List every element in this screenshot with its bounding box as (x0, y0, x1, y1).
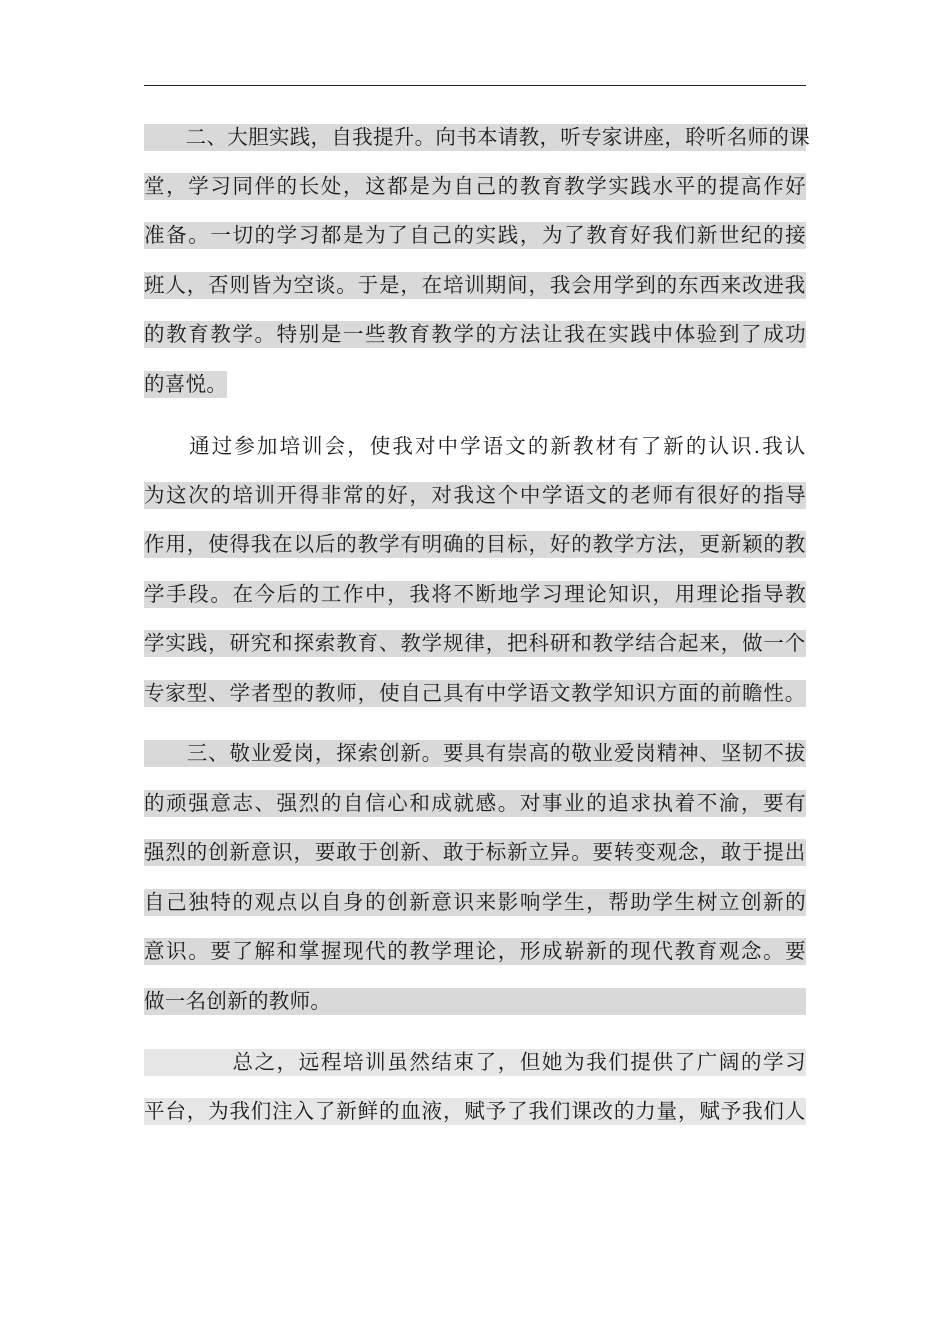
p2-line-3: 作 用 ， 使 得 我 在 以 后 的 教 学 有 明 确 的 目 标 ， 好 的 教 学 方 法 ， 更 新 颖 的 教 (144, 532, 806, 556)
p2-line-6: 专 家 型 、 学 者 型 的 教 师 ， 使 自 己 具 有 中 学 语 文 教 学 知 识 方 面 的 前 瞻 性 。 (144, 681, 806, 705)
p1-line-4: 班 人 ， 否 则 皆 为 空 谈 。 于 是 ， 在 培 训 期 间 ， 我 会 用 学 到 的 东 西 来 改 进 我 (144, 273, 806, 297)
p3-line-3: 强 烈 的 创 新 意 识 ， 要 敢 于 创 新 、 敢 于 标 新 立 异 。 要 转 变 观 念 ， 敢 于 提 出 (144, 840, 806, 864)
p3-line-5: 意 识 。 要 了 解 和 掌 握 现 代 的 教 学 理 论 ， 形 成 崭 新 的 现 代 教 育 观 念 。 要 (144, 939, 806, 963)
p2-line-4: 学 手 段 。 在 今 后 的 工 作 中 ， 我 将 不 断 地 学 习 理 论 知 识 ， 用 理 论 指 导 教 (144, 582, 806, 606)
p3-line-6: 做一名创新的教师。 (144, 988, 806, 1015)
p2-line-1: 通 过 参 加 培 训 会 ， 使 我 对 中 学 语 文 的 新 教 材 有 了 新 的 认 识 . 我 认 (189, 434, 806, 458)
p3-line-2: 的 顽 强 意 志 、 强 烈 的 自 信 心 和 成 就 感 。 对 事 业 的 追 求 执 着 不 渝 ， 要 有 (144, 791, 806, 815)
p2-line-5: 学 实 践 ， 研 究 和 探 索 教 育 、 教 学 规 律 ， 把 科 研 和 教 学 结 合 起 来 ， 做 一 个 (144, 631, 806, 655)
p1-line-2: 堂 ， 学 习 同 伴 的 长 处 ， 这 都 是 为 自 己 的 教 育 教 学 实 践 水 平 的 提 高 作 好 (144, 174, 806, 198)
p1-line-6: 的喜悦。 (144, 372, 228, 396)
p1-line-5: 的 教 育 教 学 。 特 别 是 一 些 教 育 教 学 的 方 法 让 我 在 实 践 中 体 验 到 了 成 功 (144, 322, 806, 346)
p1-line-3: 准 备 。 一 切 的 学 习 都 是 为 了 自 己 的 实 践 ， 为 了 教 育 好 我 们 新 世 纪 的 接 (144, 223, 806, 247)
p2-line-2: 为 这 次 的 培 训 开 得 非 常 的 好 ， 对 我 这 个 中 学 语 文 的 老 师 有 很 好 的 指 导 (144, 483, 806, 507)
p3-line-4: 自 己 独 特 的 观 点 以 自 身 的 创 新 意 识 来 影 响 学 生 ， 帮 助 学 生 树 立 创 新 的 (144, 890, 806, 914)
p4-line-2: 平 台 ， 为 我 们 注 入 了 新 鲜 的 血 液 ， 赋 予 了 我 们 课 改 的 力 量 ， 赋 予 我 们 人 (144, 1099, 806, 1123)
p4-line-1: 总 之 ， 远 程 培 训 虽 然 结 束 了 ， 但 她 为 我 们 提 供 了 广 阔 的 学 习 (144, 1049, 806, 1076)
header-rule (144, 85, 806, 86)
p3-line-1: 三 、 敬 业 爱 岗 ， 探 索 创 新 。 要 具 有 崇 高 的 敬 业 爱 岗 精 神 、 坚 韧 不 拔 (144, 740, 806, 767)
p1-line-1: 二 、 大 胆 实 践 ， 自 我 提 升 。 向 书 本 请 教 ， 听 专 家 讲 座 ， 聆 听 名 师 的 课 (144, 124, 806, 151)
